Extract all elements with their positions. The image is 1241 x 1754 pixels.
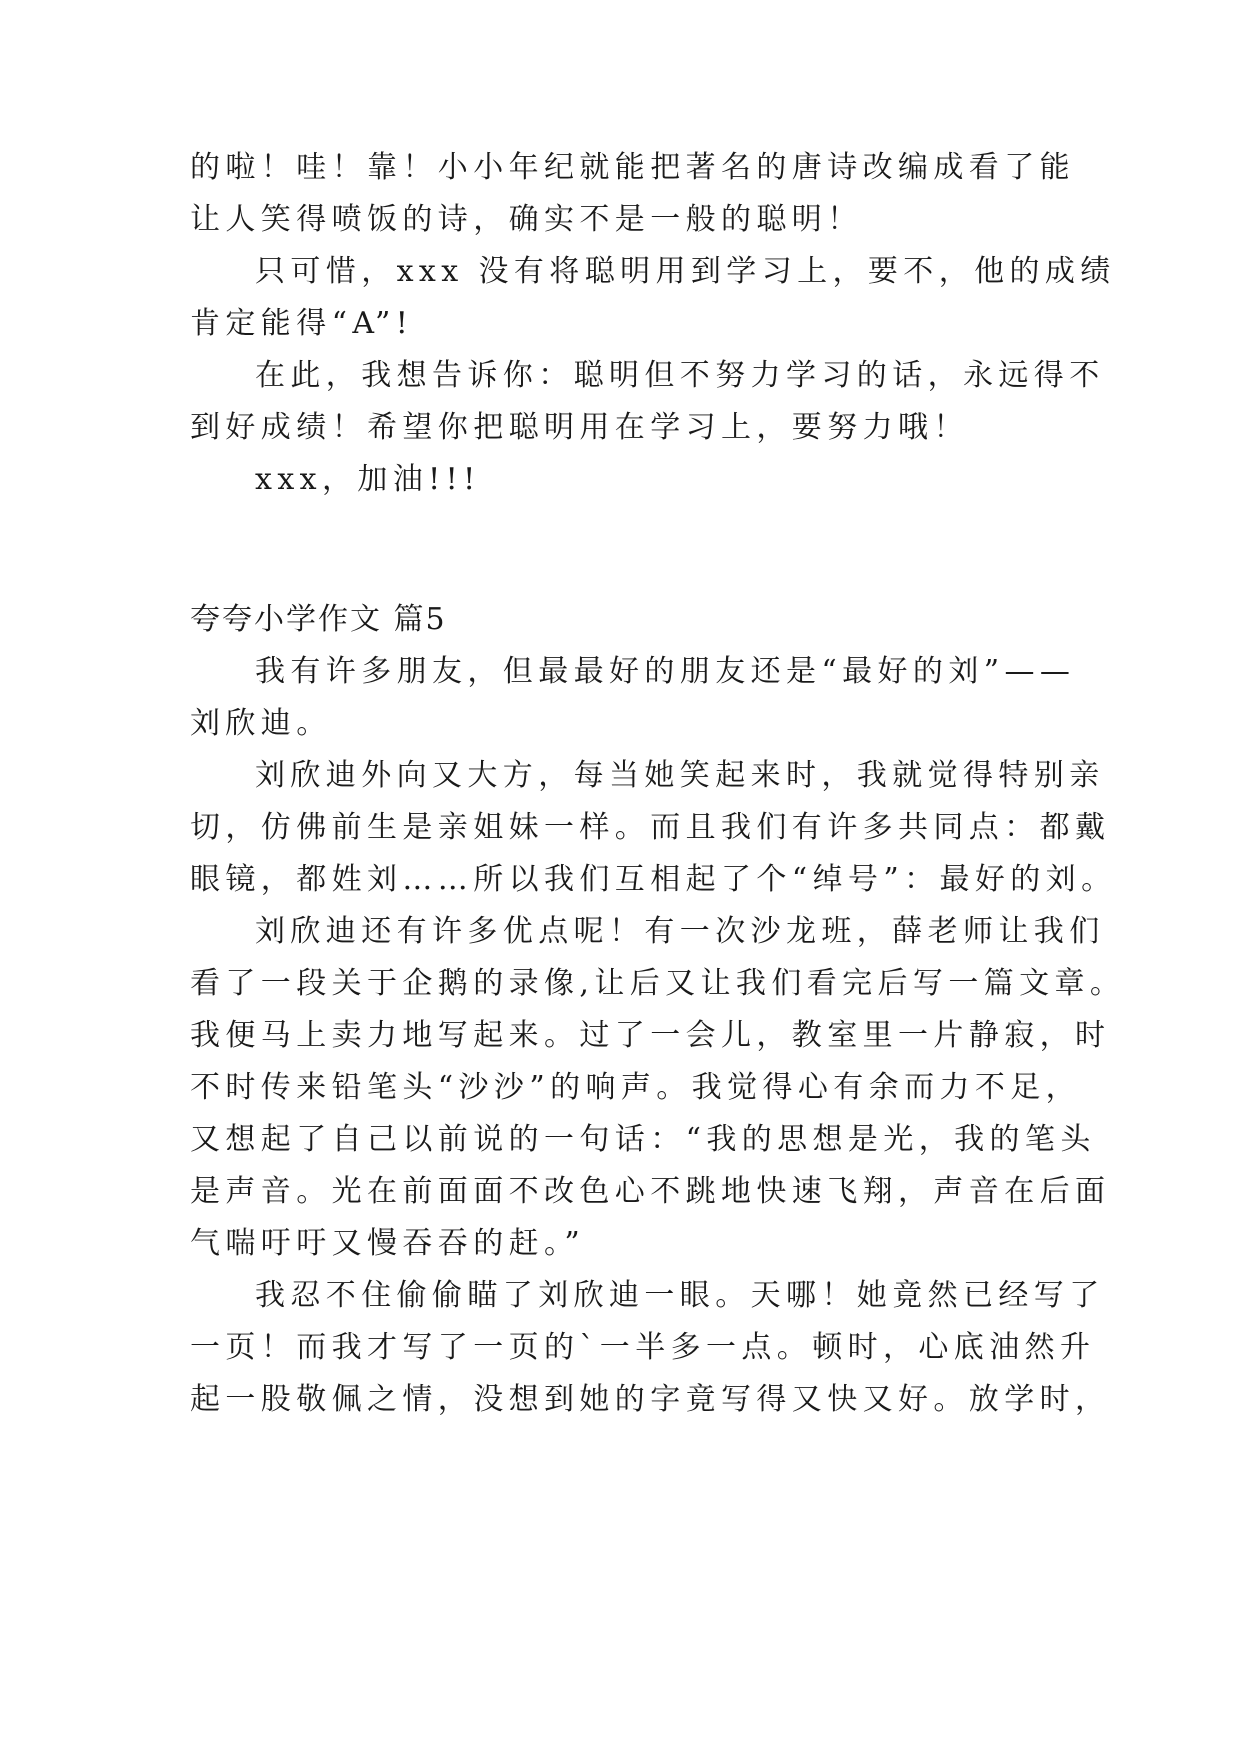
text-line: 刘欣迪还有许多优点呢！有一次沙龙班，薛老师让我们	[255, 914, 1105, 949]
text-line: 刘欣迪外向又大方，每当她笑起来时，我就觉得特别亲	[255, 758, 1105, 793]
text-line: 只可惜，xxx 没有将聪明用到学习上，要不，他的成绩	[255, 254, 1116, 289]
text-line: 我便马上卖力地写起来。过了一会儿，教室里一片静寂，时	[190, 1018, 1111, 1053]
text-line: 我忍不住偷偷瞄了刘欣迪一眼。天哪！她竟然已经写了	[255, 1278, 1105, 1313]
text-line: 一页！而我才写了一页的`一半多一点。顿时，心底油然升	[190, 1330, 1096, 1365]
text-line: 到好成绩！希望你把聪明用在学习上，要努力哦！	[190, 410, 969, 445]
text-line: 刘欣迪。	[190, 706, 332, 741]
text-line: 切，仿佛前生是亲姐妹一样。而且我们有许多共同点：都戴	[190, 810, 1111, 845]
text-line: 在此，我想告诉你：聪明但不努力学习的话，永远得不	[255, 358, 1105, 393]
text-line: 肯定能得“A”!	[190, 306, 414, 341]
text-line: 的啦！哇！靠！小小年纪就能把著名的唐诗改编成看了能	[190, 150, 1075, 185]
text-line: 是声音。光在前面面不改色心不跳地快速飞翔，声音在后面	[190, 1174, 1111, 1209]
text-line: 我有许多朋友，但最最好的朋友还是“最好的刘”——	[255, 654, 1076, 689]
text-line: 起一股敬佩之情，没想到她的字竟写得又快又好。放学时，	[190, 1382, 1111, 1417]
text-line: 眼镜，都姓刘……所以我们互相起了个“绰号”：最好的刘。	[190, 862, 1117, 897]
text-line: 不时传来铅笔头“沙沙”的响声。我觉得心有余而力不足，	[190, 1070, 1082, 1105]
section-heading: 夸夸小学作文 篇5	[190, 602, 447, 637]
text-line: 气喘吁吁又慢吞吞的赶。”	[190, 1226, 586, 1261]
text-line: 又想起了自己以前说的一句话：“我的思想是光，我的笔头	[190, 1122, 1096, 1157]
text-line: 看了一段关于企鹅的录像,让后又让我们看完后写一篇文章。	[190, 966, 1126, 1001]
text-line: xxx，加油!!!	[255, 462, 481, 497]
text-line: 让人笑得喷饭的诗，确实不是一般的聪明！	[190, 202, 863, 237]
